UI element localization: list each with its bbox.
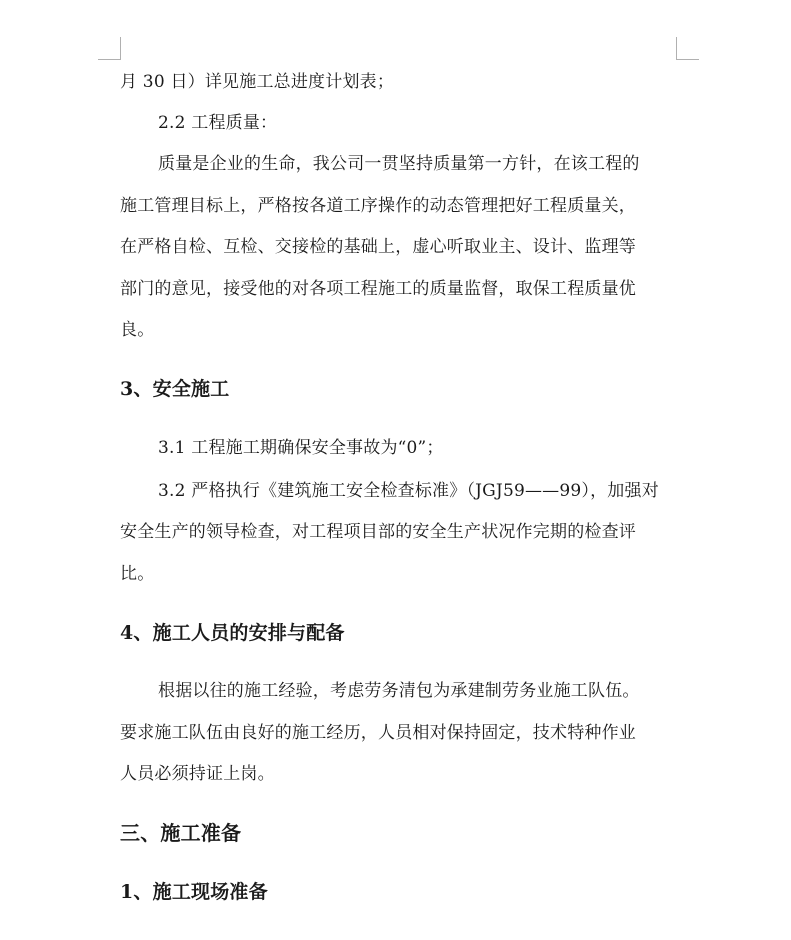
section-heading: 3、安全施工 bbox=[120, 378, 230, 400]
paragraph-line: 良。 bbox=[120, 320, 155, 340]
chapter-heading: 三、施工准备 bbox=[120, 821, 242, 845]
paragraph-line: 3.2 严格执行《建筑施工安全检查标准》（JGJ59——99），加强对 bbox=[158, 481, 659, 501]
subsection-heading: 2.2 工程质量： bbox=[158, 113, 278, 133]
margin-corner-mark-top-left bbox=[98, 37, 121, 60]
paragraph-line: 根据以往的施工经验，考虑劳务清包为承建制劳务业施工队伍。 bbox=[158, 681, 640, 701]
paragraph-line: 比。 bbox=[120, 564, 155, 584]
paragraph-line: 在严格自检、互检、交接检的基础上，虚心听取业主、设计、监理等 bbox=[120, 237, 636, 257]
paragraph-line: 部门的意见，接受他的对各项工程施工的质量监督，取保工程质量优 bbox=[120, 279, 636, 299]
paragraph-line: 安全生产的领导检查，对工程项目部的安全生产状况作完期的检查评 bbox=[120, 522, 636, 542]
margin-corner-mark-top-right bbox=[676, 37, 699, 60]
paragraph-line: 人员必须持证上岗。 bbox=[120, 764, 275, 784]
section-heading: 1、施工现场准备 bbox=[120, 881, 268, 903]
paragraph-line: 要求施工队伍由良好的施工经历，人员相对保持固定，技术特种作业 bbox=[120, 723, 636, 743]
paragraph-line: 质量是企业的生命，我公司一贯坚持质量第一方针，在该工程的 bbox=[158, 154, 640, 174]
paragraph-line: 施工管理目标上，严格按各道工序操作的动态管理把好工程质量关， bbox=[120, 196, 636, 216]
paragraph-line: 3.1 工程施工期确保安全事故为“0”； bbox=[158, 438, 444, 458]
section-heading: 4、施工人员的安排与配备 bbox=[120, 622, 345, 644]
body-line: 月 30 日）详见施工总进度计划表； bbox=[120, 72, 395, 92]
